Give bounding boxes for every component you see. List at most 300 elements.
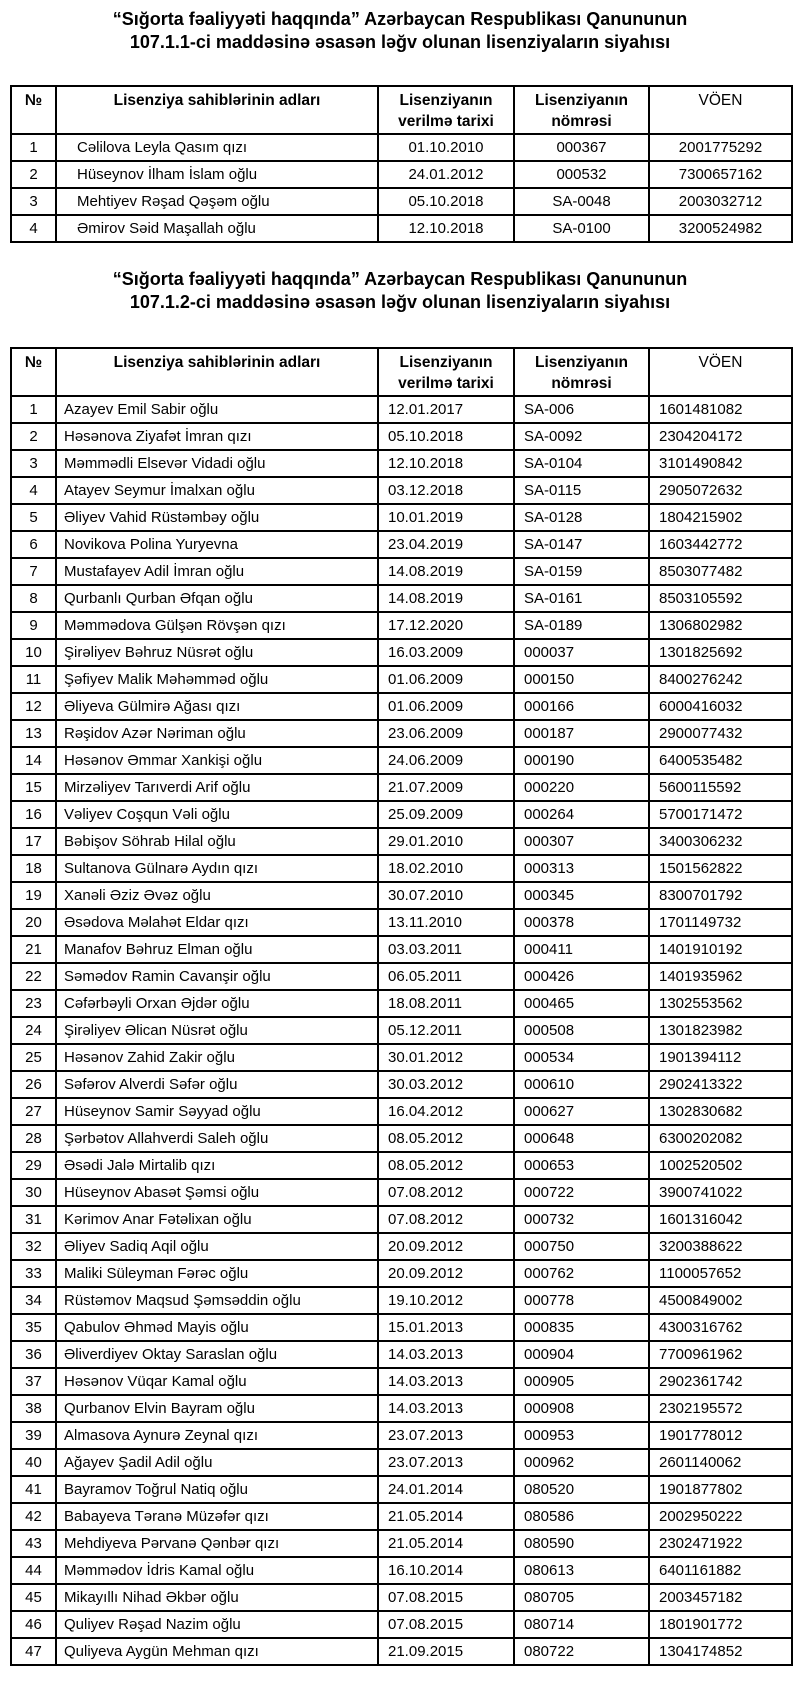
cell-issue-date: 01.06.2009: [378, 666, 514, 693]
cell-owner-name: Atayev Seymur İmalxan oğlu: [56, 477, 378, 504]
table-row: [11, 1503, 792, 1530]
cell-license-number: 000367: [514, 134, 649, 161]
cell-license-number: 000307: [514, 828, 649, 855]
cell-voen: 2304204172: [649, 423, 792, 450]
header-license-number: Lisenziyanın nömrəsi: [514, 86, 649, 134]
license-table-107-1-2: [10, 347, 793, 1666]
cell-license-number: 000313: [514, 855, 649, 882]
cell-issue-date: 01.06.2009: [378, 693, 514, 720]
cell-issue-date: 30.01.2012: [378, 1044, 514, 1071]
cell-number: 2: [11, 423, 56, 450]
cell-voen: 6000416032: [649, 693, 792, 720]
cell-issue-date: 24.06.2009: [378, 747, 514, 774]
cell-number: 39: [11, 1422, 56, 1449]
cell-number: 30: [11, 1179, 56, 1206]
cell-number: 40: [11, 1449, 56, 1476]
cell-issue-date: 07.08.2015: [378, 1611, 514, 1638]
table-row: [11, 134, 792, 161]
cell-owner-name: Qurbanlı Qurban Əfqan oğlu: [56, 585, 378, 612]
cell-voen: 1601316042: [649, 1206, 792, 1233]
cell-number: 4: [11, 477, 56, 504]
cell-issue-date: 05.12.2011: [378, 1017, 514, 1044]
cell-license-number: SA-0147: [514, 531, 649, 558]
cell-license-number: 000648: [514, 1125, 649, 1152]
cell-license-number: SA-0189: [514, 612, 649, 639]
cell-issue-date: 23.07.2013: [378, 1449, 514, 1476]
cell-owner-name: Əliyev Vahid Rüstəmbəy oğlu: [56, 504, 378, 531]
cell-issue-date: 21.05.2014: [378, 1530, 514, 1557]
cell-issue-date: 05.10.2018: [378, 423, 514, 450]
cell-voen: 3200388622: [649, 1233, 792, 1260]
cell-owner-name: Məmmədli Elsevər Vidadi oğlu: [56, 450, 378, 477]
cell-voen: 8503105592: [649, 585, 792, 612]
cell-owner-name: Kərimov Anar Fətəlixan oğlu: [56, 1206, 378, 1233]
table-row: [11, 828, 792, 855]
cell-owner-name: Əliyev Sadiq Aqil oğlu: [56, 1233, 378, 1260]
cell-number: 42: [11, 1503, 56, 1530]
cell-number: 4: [11, 215, 56, 242]
section2-title-line2: 107.1.2-ci maddəsinə əsasən ləğv olunan lisenziyaların siyahısı: [129, 292, 671, 312]
cell-issue-date: 14.03.2013: [378, 1341, 514, 1368]
cell-owner-name: Şəfiyev Malik Məhəmməd oğlu: [56, 666, 378, 693]
cell-owner-name: Mehdiyeva Pərvanə Qənbər qızı: [56, 1530, 378, 1557]
table-row: [11, 801, 792, 828]
table-row: [11, 477, 792, 504]
table-row: [11, 747, 792, 774]
cell-issue-date: 12.10.2018: [378, 215, 514, 242]
cell-license-number: 000750: [514, 1233, 649, 1260]
table-row: [11, 639, 792, 666]
cell-license-number: 000426: [514, 963, 649, 990]
cell-license-number: 000835: [514, 1314, 649, 1341]
cell-license-number: 000508: [514, 1017, 649, 1044]
table-row: [11, 161, 792, 188]
table-row: [11, 1179, 792, 1206]
table-row: [11, 1611, 792, 1638]
cell-license-number: 000378: [514, 909, 649, 936]
header-issue-date: Lisenziyanın verilmə tarixi: [378, 86, 514, 134]
cell-number: 29: [11, 1152, 56, 1179]
cell-issue-date: 20.09.2012: [378, 1260, 514, 1287]
cell-issue-date: 17.12.2020: [378, 612, 514, 639]
cell-license-number: 080705: [514, 1584, 649, 1611]
cell-owner-name: Manafov Bəhruz Elman oğlu: [56, 936, 378, 963]
table-row: [11, 1044, 792, 1071]
cell-issue-date: 19.10.2012: [378, 1287, 514, 1314]
cell-issue-date: 14.08.2019: [378, 585, 514, 612]
cell-issue-date: 21.09.2015: [378, 1638, 514, 1665]
cell-number: 38: [11, 1395, 56, 1422]
cell-issue-date: 14.03.2013: [378, 1368, 514, 1395]
cell-voen: 2001775292: [649, 134, 792, 161]
cell-owner-name: Qurbanov Elvin Bayram oğlu: [56, 1395, 378, 1422]
header-voen: VÖEN: [649, 348, 792, 396]
cell-number: 28: [11, 1125, 56, 1152]
table-row: [11, 585, 792, 612]
cell-license-number: 080520: [514, 1476, 649, 1503]
cell-license-number: 080714: [514, 1611, 649, 1638]
cell-license-number: 000534: [514, 1044, 649, 1071]
header-number-sign: №: [11, 86, 56, 134]
header-voen: VÖEN: [649, 86, 792, 134]
table-row: [11, 1638, 792, 1665]
cell-number: 43: [11, 1530, 56, 1557]
section1-title-line2: 107.1.1-ci maddəsinə əsasən ləğv olunan lisenziyaların siyahısı: [129, 32, 671, 52]
cell-owner-name: Mirzəliyev Tarıverdi Arif oğlu: [56, 774, 378, 801]
cell-number: 18: [11, 855, 56, 882]
cell-issue-date: 24.01.2014: [378, 1476, 514, 1503]
cell-license-number: 000345: [514, 882, 649, 909]
cell-voen: 2302471922: [649, 1530, 792, 1557]
cell-owner-name: Sultanova Gülnarə Aydın qızı: [56, 855, 378, 882]
cell-voen: 1301825692: [649, 639, 792, 666]
cell-owner-name: Mehtiyev Rəşad Qəşəm oğlu: [56, 188, 378, 215]
cell-number: 31: [11, 1206, 56, 1233]
cell-license-number: 000732: [514, 1206, 649, 1233]
cell-issue-date: 12.10.2018: [378, 450, 514, 477]
cell-issue-date: 23.07.2013: [378, 1422, 514, 1449]
cell-owner-name: Quliyeva Aygün Mehman qızı: [56, 1638, 378, 1665]
cell-license-number: 000904: [514, 1341, 649, 1368]
cell-number: 8: [11, 585, 56, 612]
cell-license-number: SA-0115: [514, 477, 649, 504]
cell-voen: 1306802982: [649, 612, 792, 639]
cell-voen: 2003032712: [649, 188, 792, 215]
cell-voen: 5700171472: [649, 801, 792, 828]
table-row: [11, 1530, 792, 1557]
cell-number: 3: [11, 450, 56, 477]
cell-number: 46: [11, 1611, 56, 1638]
cell-number: 27: [11, 1098, 56, 1125]
cell-owner-name: Əsədova Məlahət Eldar qızı: [56, 909, 378, 936]
cell-voen: 1901778012: [649, 1422, 792, 1449]
table-body: [11, 134, 792, 242]
cell-issue-date: 16.10.2014: [378, 1557, 514, 1584]
cell-license-number: SA-0092: [514, 423, 649, 450]
cell-issue-date: 07.08.2015: [378, 1584, 514, 1611]
cell-number: 14: [11, 747, 56, 774]
table-row: [11, 1395, 792, 1422]
cell-license-number: 000722: [514, 1179, 649, 1206]
cell-issue-date: 08.05.2012: [378, 1125, 514, 1152]
cell-number: 1: [11, 134, 56, 161]
table-row: [11, 396, 792, 423]
cell-number: 3: [11, 188, 56, 215]
cell-license-number: 080586: [514, 1503, 649, 1530]
cell-owner-name: Həsənov Əmmar Xankişi oğlu: [56, 747, 378, 774]
cell-owner-name: Rəşidov Azər Nəriman oğlu: [56, 720, 378, 747]
table-row: [11, 882, 792, 909]
table-row: [11, 1206, 792, 1233]
cell-license-number: 000653: [514, 1152, 649, 1179]
header-license-number: Lisenziyanın nömrəsi: [514, 348, 649, 396]
cell-issue-date: 16.03.2009: [378, 639, 514, 666]
section1-title: [0, 0, 800, 54]
table-row: [11, 1017, 792, 1044]
section1-title-line1: “Sığorta fəaliyyəti haqqında” Azərbaycan Respublikası Qanununun: [112, 9, 688, 29]
cell-issue-date: 23.06.2009: [378, 720, 514, 747]
cell-voen: 3900741022: [649, 1179, 792, 1206]
table-row: [11, 1287, 792, 1314]
table-row: [11, 720, 792, 747]
cell-number: 44: [11, 1557, 56, 1584]
cell-owner-name: Şirəliyev Bəhruz Nüsrət oğlu: [56, 639, 378, 666]
cell-owner-name: Almasova Aynurə Zeynal qızı: [56, 1422, 378, 1449]
cell-owner-name: Novikova Polina Yuryevna: [56, 531, 378, 558]
table-header-row: [11, 348, 792, 396]
table-row: [11, 450, 792, 477]
cell-license-number: SA-0128: [514, 504, 649, 531]
cell-number: 15: [11, 774, 56, 801]
cell-issue-date: 23.04.2019: [378, 531, 514, 558]
cell-owner-name: Cəfərbəyli Orxan Əjdər oğlu: [56, 990, 378, 1017]
cell-voen: 4500849002: [649, 1287, 792, 1314]
table-row: [11, 1422, 792, 1449]
cell-license-number: 000166: [514, 693, 649, 720]
cell-voen: 1603442772: [649, 531, 792, 558]
table-row: [11, 1449, 792, 1476]
cell-owner-name: Əmirov Səid Maşallah oğlu: [56, 215, 378, 242]
cell-number: 10: [11, 639, 56, 666]
cell-license-number: 000465: [514, 990, 649, 1017]
table-row: [11, 666, 792, 693]
cell-owner-name: Əliverdiyev Oktay Saraslan oğlu: [56, 1341, 378, 1368]
table-row: [11, 1125, 792, 1152]
cell-number: 24: [11, 1017, 56, 1044]
cell-number: 32: [11, 1233, 56, 1260]
cell-voen: 1701149732: [649, 909, 792, 936]
cell-license-number: 000778: [514, 1287, 649, 1314]
cell-number: 1: [11, 396, 56, 423]
table-row: [11, 963, 792, 990]
cell-license-number: 000037: [514, 639, 649, 666]
cell-number: 25: [11, 1044, 56, 1071]
cell-voen: 1801901772: [649, 1611, 792, 1638]
cell-voen: 6300202082: [649, 1125, 792, 1152]
cell-owner-name: Vəliyev Coşqun Vəli oğlu: [56, 801, 378, 828]
cell-number: 33: [11, 1260, 56, 1287]
cell-license-number: 000905: [514, 1368, 649, 1395]
table-row: [11, 1233, 792, 1260]
cell-license-number: 080590: [514, 1530, 649, 1557]
cell-owner-name: Cəlilova Leyla Qasım qızı: [56, 134, 378, 161]
cell-license-number: 080613: [514, 1557, 649, 1584]
cell-license-number: 080722: [514, 1638, 649, 1665]
cell-issue-date: 14.03.2013: [378, 1395, 514, 1422]
cell-voen: 5600115592: [649, 774, 792, 801]
header-issue-date: Lisenziyanın verilmə tarixi: [378, 348, 514, 396]
cell-license-number: 000411: [514, 936, 649, 963]
cell-issue-date: 29.01.2010: [378, 828, 514, 855]
cell-issue-date: 30.03.2012: [378, 1071, 514, 1098]
cell-voen: 4300316762: [649, 1314, 792, 1341]
cell-voen: 1401935962: [649, 963, 792, 990]
cell-number: 26: [11, 1071, 56, 1098]
cell-number: 37: [11, 1368, 56, 1395]
cell-owner-name: Bəbişov Söhrab Hilal oğlu: [56, 828, 378, 855]
table-row: [11, 1098, 792, 1125]
cell-issue-date: 18.08.2011: [378, 990, 514, 1017]
cell-voen: 2002950222: [649, 1503, 792, 1530]
cell-license-number: 000610: [514, 1071, 649, 1098]
cell-voen: 1301823982: [649, 1017, 792, 1044]
cell-owner-name: Məmmədov İdris Kamal oğlu: [56, 1557, 378, 1584]
cell-number: 35: [11, 1314, 56, 1341]
cell-owner-name: Həsənov Zahid Zakir oğlu: [56, 1044, 378, 1071]
cell-owner-name: Bayramov Toğrul Natiq oğlu: [56, 1476, 378, 1503]
table-row: [11, 558, 792, 585]
table-body: [11, 396, 792, 1665]
table-row: [11, 990, 792, 1017]
cell-voen: 7300657162: [649, 161, 792, 188]
cell-license-number: 000150: [514, 666, 649, 693]
cell-number: 21: [11, 936, 56, 963]
table-row: [11, 423, 792, 450]
table-row: [11, 774, 792, 801]
cell-voen: 3101490842: [649, 450, 792, 477]
table-row: [11, 1584, 792, 1611]
cell-issue-date: 07.08.2012: [378, 1179, 514, 1206]
cell-owner-name: Xanəli Əziz Əvəz oğlu: [56, 882, 378, 909]
cell-issue-date: 01.10.2010: [378, 134, 514, 161]
cell-owner-name: Hüseynov Samir Səyyad oğlu: [56, 1098, 378, 1125]
cell-issue-date: 03.12.2018: [378, 477, 514, 504]
cell-license-number: SA-006: [514, 396, 649, 423]
cell-issue-date: 14.08.2019: [378, 558, 514, 585]
cell-number: 2: [11, 161, 56, 188]
cell-issue-date: 24.01.2012: [378, 161, 514, 188]
cell-number: 41: [11, 1476, 56, 1503]
table-row: [11, 531, 792, 558]
cell-number: 22: [11, 963, 56, 990]
cell-number: 13: [11, 720, 56, 747]
cell-owner-name: Səmədov Ramin Cavanşir oğlu: [56, 963, 378, 990]
header-owner-name: Lisenziya sahiblərinin adları: [56, 348, 378, 396]
table-row: [11, 1476, 792, 1503]
cell-owner-name: Həsənova Ziyafət İmran qızı: [56, 423, 378, 450]
cell-issue-date: 13.11.2010: [378, 909, 514, 936]
cell-issue-date: 03.03.2011: [378, 936, 514, 963]
cell-license-number: 000190: [514, 747, 649, 774]
cell-number: 47: [11, 1638, 56, 1665]
table-row: [11, 855, 792, 882]
cell-voen: 2902413322: [649, 1071, 792, 1098]
table-row: [11, 1341, 792, 1368]
cell-voen: 2905072632: [649, 477, 792, 504]
cell-voen: 8503077482: [649, 558, 792, 585]
cell-number: 11: [11, 666, 56, 693]
cell-voen: 2003457182: [649, 1584, 792, 1611]
cell-issue-date: 18.02.2010: [378, 855, 514, 882]
cell-issue-date: 15.01.2013: [378, 1314, 514, 1341]
cell-issue-date: 12.01.2017: [378, 396, 514, 423]
cell-owner-name: Rüstəmov Maqsud Şəmsəddin oğlu: [56, 1287, 378, 1314]
table-row: [11, 693, 792, 720]
cell-license-number: SA-0161: [514, 585, 649, 612]
section2-title-line1: “Sığorta fəaliyyəti haqqında” Azərbaycan Respublikası Qanununun: [112, 269, 688, 289]
cell-voen: 8400276242: [649, 666, 792, 693]
cell-number: 12: [11, 693, 56, 720]
cell-issue-date: 10.01.2019: [378, 504, 514, 531]
table-row: [11, 504, 792, 531]
cell-issue-date: 16.04.2012: [378, 1098, 514, 1125]
cell-voen: 1401910192: [649, 936, 792, 963]
cell-license-number: SA-0100: [514, 215, 649, 242]
cell-number: 17: [11, 828, 56, 855]
cell-owner-name: Ağayev Şadil Adil oğlu: [56, 1449, 378, 1476]
cell-owner-name: Hüseynov Abasət Şəmsi oğlu: [56, 1179, 378, 1206]
cell-owner-name: Şirəliyev Əlican Nüsrət oğlu: [56, 1017, 378, 1044]
cell-owner-name: Əliyeva Gülmirə Ağası qızı: [56, 693, 378, 720]
cell-issue-date: 20.09.2012: [378, 1233, 514, 1260]
header-owner-name: Lisenziya sahiblərinin adları: [56, 86, 378, 134]
cell-license-number: 000187: [514, 720, 649, 747]
cell-owner-name: Azayev Emil Sabir oğlu: [56, 396, 378, 423]
cell-license-number: 000953: [514, 1422, 649, 1449]
header-number-sign: №: [11, 348, 56, 396]
table-row: [11, 1314, 792, 1341]
cell-voen: 2902361742: [649, 1368, 792, 1395]
table-row: [11, 1368, 792, 1395]
cell-issue-date: 08.05.2012: [378, 1152, 514, 1179]
cell-number: 9: [11, 612, 56, 639]
cell-issue-date: 21.07.2009: [378, 774, 514, 801]
table-row: [11, 1071, 792, 1098]
table-row: [11, 1260, 792, 1287]
table-row: [11, 215, 792, 242]
cell-voen: 3200524982: [649, 215, 792, 242]
cell-voen: 2601140062: [649, 1449, 792, 1476]
cell-number: 23: [11, 990, 56, 1017]
cell-number: 20: [11, 909, 56, 936]
cell-voen: 3400306232: [649, 828, 792, 855]
cell-voen: 6400535482: [649, 747, 792, 774]
cell-number: 19: [11, 882, 56, 909]
cell-owner-name: Mikayıllı Nihad Əkbər oğlu: [56, 1584, 378, 1611]
cell-voen: 1901394112: [649, 1044, 792, 1071]
cell-issue-date: 30.07.2010: [378, 882, 514, 909]
cell-voen: 1302830682: [649, 1098, 792, 1125]
cell-license-number: SA-0048: [514, 188, 649, 215]
cell-owner-name: Mustafayev Adil İmran oğlu: [56, 558, 378, 585]
table-row: [11, 1557, 792, 1584]
cell-issue-date: 07.08.2012: [378, 1206, 514, 1233]
section2-title: [0, 243, 800, 314]
cell-voen: 1002520502: [649, 1152, 792, 1179]
cell-owner-name: Hüseynov İlham İslam oğlu: [56, 161, 378, 188]
cell-license-number: SA-0159: [514, 558, 649, 585]
cell-owner-name: Əsədi Jalə Mirtalib qızı: [56, 1152, 378, 1179]
cell-voen: 1804215902: [649, 504, 792, 531]
cell-issue-date: 05.10.2018: [378, 188, 514, 215]
cell-voen: 6401161882: [649, 1557, 792, 1584]
cell-voen: 7700961962: [649, 1341, 792, 1368]
cell-issue-date: 21.05.2014: [378, 1503, 514, 1530]
table-row: [11, 1152, 792, 1179]
cell-voen: 1601481082: [649, 396, 792, 423]
cell-owner-name: Babayeva Təranə Müzəfər qızı: [56, 1503, 378, 1530]
cell-owner-name: Qabulov Əhməd Mayis oğlu: [56, 1314, 378, 1341]
cell-owner-name: Səfərov Alverdi Səfər oğlu: [56, 1071, 378, 1098]
cell-issue-date: 25.09.2009: [378, 801, 514, 828]
cell-license-number: 000762: [514, 1260, 649, 1287]
cell-number: 16: [11, 801, 56, 828]
cell-voen: 8300701792: [649, 882, 792, 909]
cell-license-number: 000962: [514, 1449, 649, 1476]
cell-owner-name: Quliyev Rəşad Nazim oğlu: [56, 1611, 378, 1638]
table-row: [11, 909, 792, 936]
cell-owner-name: Maliki Süleyman Fərəc oğlu: [56, 1260, 378, 1287]
